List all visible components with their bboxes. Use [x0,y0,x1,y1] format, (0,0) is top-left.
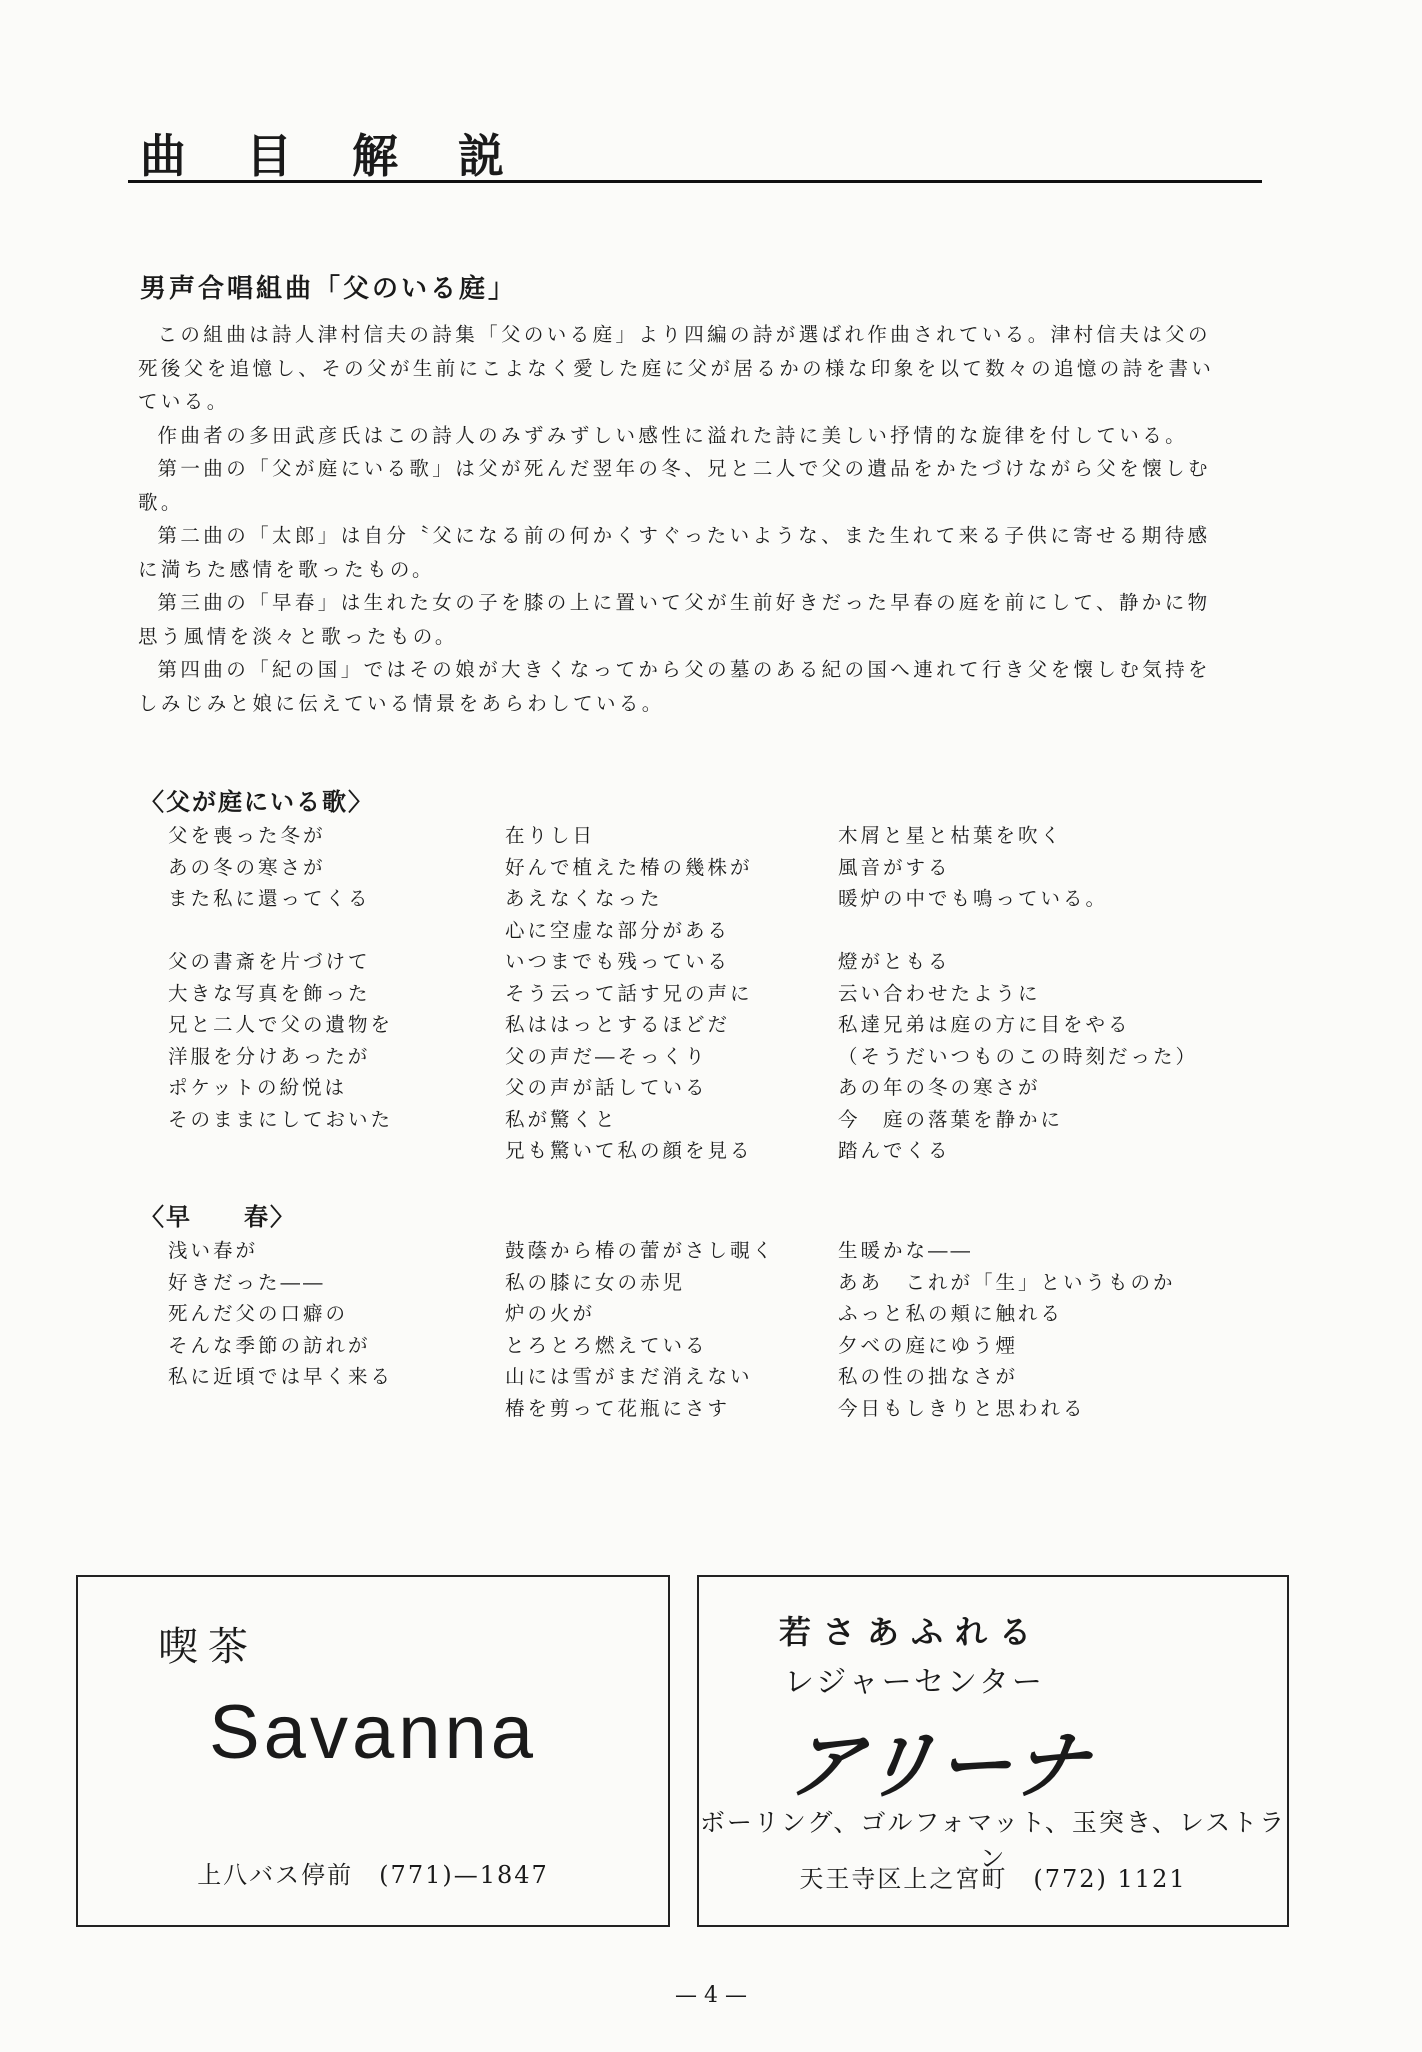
poem-line: 踏んでくる [838,1139,951,1162]
poem-line [168,915,393,947]
intro-paragraph: 第二曲の「太郎」は自分〝父になる前の何かくすぐったいような、また生れて来る子供に寄せる期待感に満ちた感情を歌ったもの。 [138,524,1211,581]
intro-paragraph: この組曲は詩人津村信夫の詩集「父のいる庭」より四編の詩が選ばれ作曲されている。津村信夫は父の死後父を追憶し、その父が生前にこよなく愛した庭に父が居るかの様な印象を以て数々の追憶の詩を書いている。 [138,323,1215,413]
poem-line: 心に空虚な部分がある [505,918,731,942]
ad-arena-facilities: ボーリング、ゴルフォマット、玉突き、レストラン [699,1808,1287,1873]
poem-line: とろとろ燃えている [505,1333,708,1357]
poem-line: 木屑と星と枯葉を吹く [838,824,1064,847]
poem-line: 私の性の拙なさが [838,1365,1019,1388]
page-title: 曲 目 解 説 [140,129,527,183]
poem-line: 今 庭の落葉を静かに [838,1107,1064,1131]
poem-line: 椿を剪って花瓶にさす [505,1396,731,1420]
poem-line: 好んで植えた椿の幾株が [505,855,753,879]
page-number: — 4 — [675,1983,747,2008]
poem-line: 山には雪がまだ消えない [505,1365,753,1388]
poem-line: 風音がする [838,855,951,879]
ad-savanna-category: 喫茶 [158,1624,258,1670]
ad-arena-tagline: 若さあふれる [779,1613,1044,1651]
intro-paragraph: 第三曲の「早春」は生れた女の子を膝の上に置いて父が生前好きだった早春の庭を前にして、静かに物思う風情を淡々と歌ったもの。 [138,591,1211,648]
poem-line: 父の書斎を片づけて [168,950,371,973]
ad-savanna [76,1575,670,1927]
poem-line: 死んだ父の口癖の [168,1302,349,1325]
poem-line [838,915,1198,947]
intro-text [138,318,1228,720]
title-rule [128,180,1262,183]
poem-line: あえなくなった [505,887,663,910]
poem-line: 鼓蔭から椿の蕾がさし覗く [505,1239,776,1262]
poem-line: 大きな写真を飾った [168,981,371,1005]
poem-line: あの冬の寒さが [168,855,326,879]
poem2-col2 [505,1235,775,1424]
poem-line: 私に近頃では早く来る [168,1365,394,1388]
poem-line: （そうだいつものこの時刻だった） [838,1044,1199,1068]
poem-line: あの年の冬の寒さが [838,1076,1041,1099]
poem-line: 今日もしきりと思われる [838,1396,1086,1420]
poem2-col1 [168,1235,393,1393]
poem1-col3 [838,820,1198,1167]
poem1-col2 [505,820,753,1167]
poem-line: 兄と二人で父の遺物を [168,1013,394,1036]
ad-arena-logo: アリーナ [782,1723,1096,1809]
poem-line: 暖炉の中でも鳴っている。 [838,887,1109,910]
poem-line: 生暖かな―― [838,1239,974,1262]
ad-savanna-name: Savanna [208,1690,538,1775]
poem-line: そんな季節の訪れが [168,1333,371,1357]
poem-line: 私達兄弟は庭の方に目をやる [838,1013,1131,1036]
poem-line: 父の声が話している [505,1076,708,1099]
poem2-col3 [838,1235,1176,1424]
poem1-heading: 〈父が庭にいる歌〉 [140,788,374,816]
poem-line: 洋服を分けあったが [168,1044,371,1068]
poem-line: いつまでも残っている [505,950,731,973]
poem-line: 燈がともる [838,950,951,973]
intro-paragraph: 第四曲の「紀の国」ではその娘が大きくなってから父の墓のある紀の国へ連れて行き父を懐しむ気持をしみじみと娘に伝えている情景をあらわしている。 [138,658,1211,715]
poem-line: 父の声だ―そっくり [505,1044,708,1068]
section-heading: 男声合唱組曲「父のいる庭」 [140,274,518,304]
poem-line: 浅い春が [168,1239,259,1262]
poem-line: 私が驚くと [505,1107,618,1131]
poem-line: そのままにしておいた [168,1107,394,1131]
poem1-col1 [168,820,393,1135]
poem-line: そう云って話す兄の声に [505,981,753,1005]
poem-line: 在りし日 [505,824,596,847]
intro-paragraph: 第一曲の「父が庭にいる歌」は父が死んだ翌年の冬、兄と二人で父の遺品をかたづけながら父を懐しむ歌。 [138,457,1211,514]
ad-savanna-address: 上八バス停前 (771)—1847 [197,1861,549,1889]
poem-line: 好きだった―― [168,1270,326,1294]
ad-arena [697,1575,1289,1927]
poem-line: ふっと私の頬に触れる [838,1302,1064,1325]
poem-line: また私に還ってくる [168,887,371,910]
poem-line: 云い合わせたように [838,981,1041,1005]
poem-line: ああ これが「生」というものか [838,1270,1176,1294]
poem2-heading: 〈早 春〉 [140,1203,296,1231]
ad-arena-address: 天王寺区上之宮町 (772) 1121 [799,1865,1187,1893]
poem-line: ポケットの紛悦は [168,1076,348,1099]
poem-line: 父を喪った冬が [168,824,326,847]
intro-paragraph: 作曲者の多田武彦氏はこの詩人のみずみずしい感性に溢れた詩に美しい抒情的な旋律を付している。 [157,423,1189,447]
poem-line: 私ははっとするほどだ [505,1013,731,1036]
poem-line: 私の膝に女の赤児 [505,1270,686,1294]
poem-line: 炉の火が [505,1302,596,1325]
poem-line: 夕べの庭にゆう煙 [838,1333,1019,1357]
ad-arena-subtitle: レジャーセンター [784,1665,1045,1700]
poem-line: 兄も驚いて私の顔を見る [505,1139,753,1162]
